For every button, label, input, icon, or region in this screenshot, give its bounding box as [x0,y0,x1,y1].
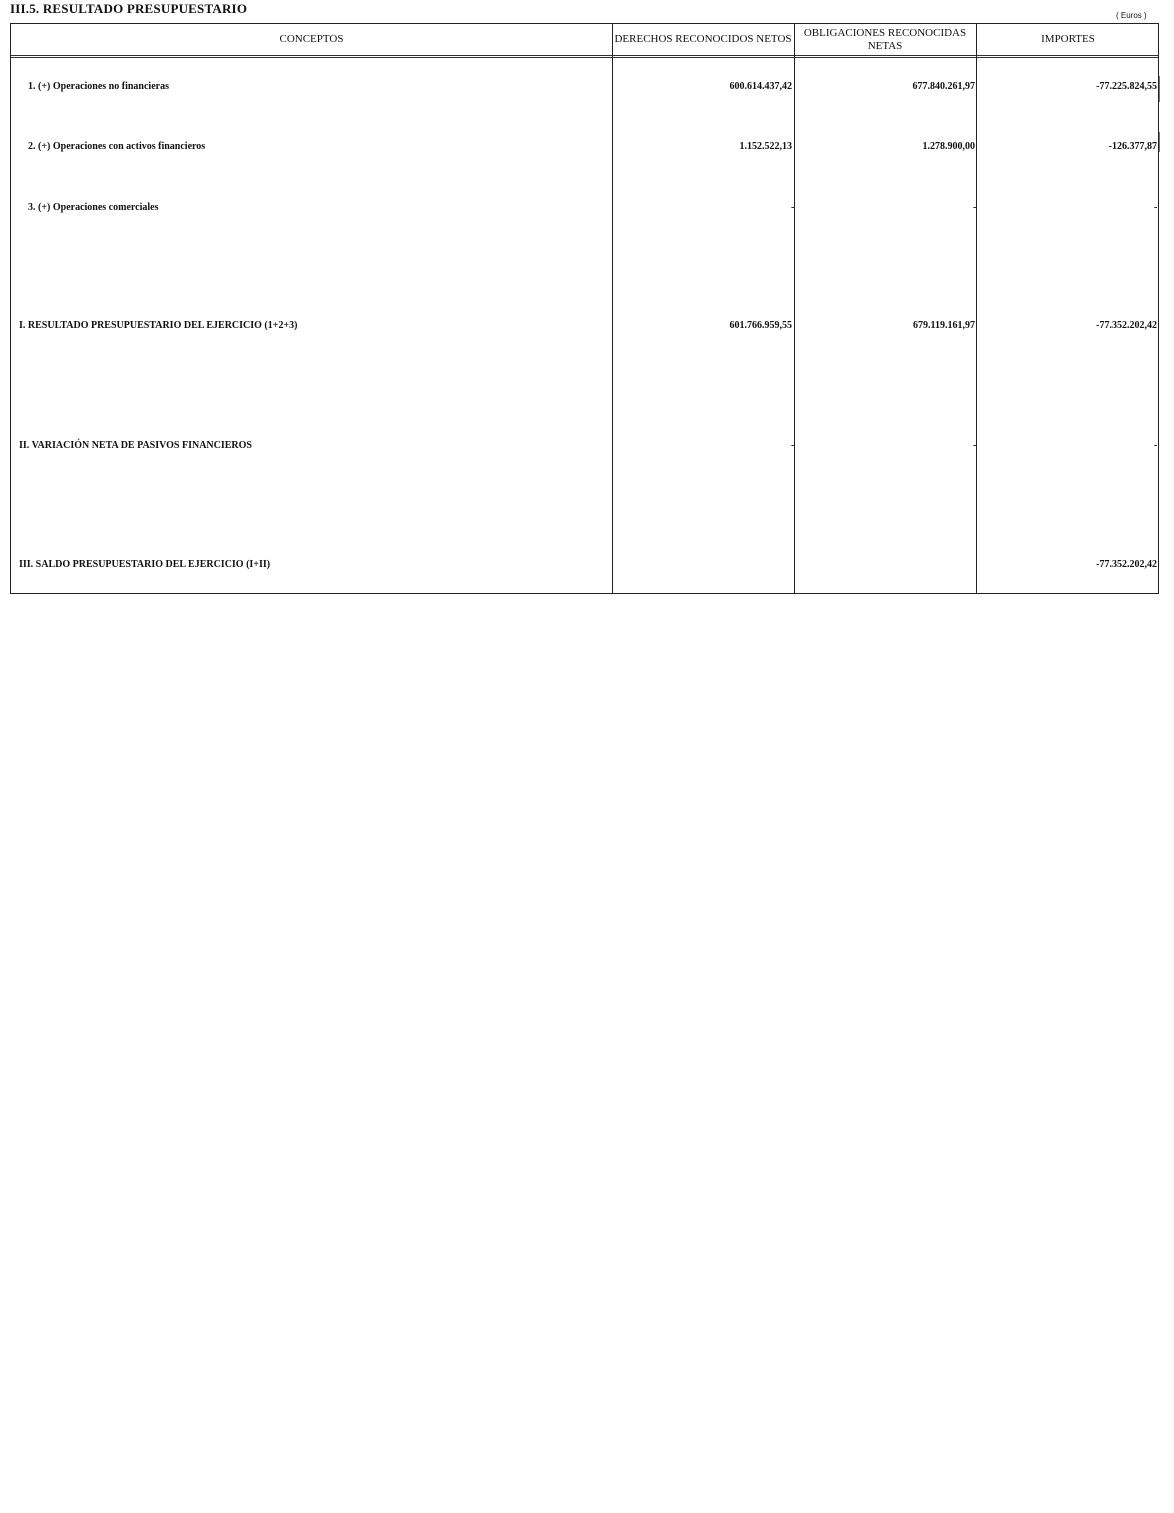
row-label: III. SALDO PRESUPUESTARIO DEL EJERCICIO (I+II) [19,559,271,570]
row-label: 2. (+) Operaciones con activos financieros [28,141,206,152]
row-importes: - [1154,202,1158,213]
header-divider [11,55,1158,58]
row-obligaciones: 677.840.261,97 [912,81,975,92]
row-derechos: - [791,440,795,451]
page-title: III.5. RESULTADO PRESUPUESTARIO [10,1,248,16]
row-derechos: 600.614.437,42 [729,81,792,92]
header-importes: IMPORTES [1041,33,1095,45]
row-label: 3. (+) Operaciones comerciales [28,202,159,213]
row-obligaciones: - [973,440,977,451]
header-obligaciones: OBLIGACIONES RECONOCIDAS NETAS [803,26,967,52]
row-derechos: - [791,202,795,213]
row-derechos: 601.766.959,55 [729,320,792,331]
column-divider [612,24,613,593]
units-label: ( Euros ) [1116,11,1147,20]
edge-mark [1159,76,1160,102]
column-divider [976,24,977,593]
row-importes: -77.352.202,42 [1096,559,1157,570]
row-importes: -77.225.824,55 [1096,81,1157,92]
header-conceptos: CONCEPTOS [279,33,344,45]
budget-result-table [10,23,1159,594]
row-obligaciones: 679.119.161,97 [913,320,975,331]
row-derechos: 1.152.522,13 [739,141,792,152]
row-obligaciones: - [973,202,977,213]
row-obligaciones: 1.278.900,00 [922,141,975,152]
row-label: 1. (+) Operaciones no financieras [28,81,169,92]
row-label: I. RESULTADO PRESUPUESTARIO DEL EJERCICIO (1+2+3) [19,320,298,331]
row-importes: - [1154,440,1158,451]
row-label: II. VARIACIÓN NETA DE PASIVOS FINANCIEROS [19,440,252,451]
header-derechos: DERECHOS RECONOCIDOS NETOS [614,33,792,45]
row-importes: -77.352.202,42 [1096,320,1157,331]
edge-mark [1159,132,1160,152]
column-divider [794,24,795,593]
row-importes: -126.377,87 [1108,141,1157,152]
